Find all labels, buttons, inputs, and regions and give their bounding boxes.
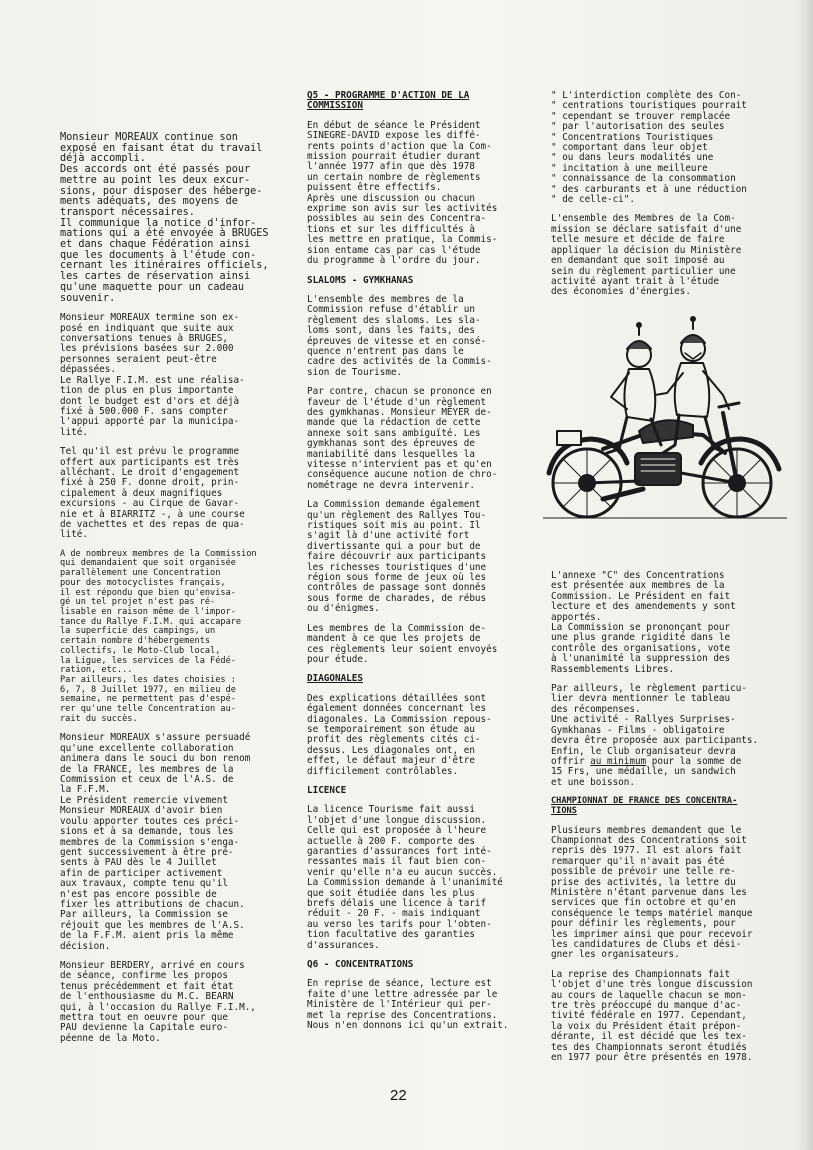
column-right-bottom [551,571,776,1072]
paragraph-reprise-championnats: La reprise des Championnats fait l'objet d'une très longue discussion au cours de laquelle chacun se mon- tre très préoccupé du manque d'ac- tivité fédérale en 1977. Cependant, la voix du Président était prépon- dérante, il est décidé que les tex- tes des Championnats seront étudiés en 1977 pour être présentés en 1978. [551,968,753,1064]
two-riders-motorcycle-icon [543,313,787,521]
paragraph-projets: Les membres de la Commission de- mandent à ce que les projets de ces règlements leur soient envoyés pour étude. [307,622,498,665]
paragraph-q5: En début de séance le Président SINEGRE-DAVID expose les diffé- rents points d'action que la Com- mission pourrait étudier durant l'année 1977 afin que dès 1978 un certain nombre de règlements puissent être effectifs. Après une discussion ou chacun exprime son avis sur les activités possibles au sein des Concentra- tions et sur les difficultés à les mettre en pratique, la Commis- sion entame cas par cas l'étude du programme à l'ordre du jour. [307,119,498,267]
heading-championnat: CHAMPIONNAT DE FRANCE DES CONCENTRA- TIONS [551,796,738,816]
text-au-minimum: au minimum [590,755,647,767]
paragraph-championnat: Plusieurs membres demandent que le Championnat des Concentrations soit repris dès 1977. Il est alors fait remarquer qu'il n'avait pas été possible de prévoir une telle re- prise des activités, la lettre du Ministère n'étant parvenue dans les services que fin octobre et qu'en conséquence le temps matériel manque pour définir les règlements, pour les imprimer ainsi que pour recevoir les candidatures de Clubs et dési- gner les organisateurs. [551,824,753,961]
column-left [60,133,287,1053]
paragraph-annexe-c: L'annexe "C" des Concentrations est présentée aux membres de la Commission. Le Président en fait lecture et des amendements y sont apportés. La Commission se prononçant pour une plus grande rigidité dans le contrôle des organisations, vote à l'unanimité la suppression des Rassemblements Libres. [551,570,736,675]
paragraph-gymkhanas: Par contre, chacun se prononce en faveur de l'étude d'un règlement des gymkhanas. Monsieur MEYER de- mande que la rédaction de cette annexe soit sans ambiguïté. Les gymkhanas sont des épreuves de maniabilité dans lesquelles la vitesse n'intervient pas et qu'en conséquence aucune notion de chro- nométrage ne devra intervenir. [307,386,498,491]
paragraph-q6: En reprise de séance, lecture est faite d'une lettre adressée par le Ministère de l'Intérieur qui per- met la reprise des Concentrations. Nous n'en donnons ici qu'un extrait. [307,978,509,1032]
paragraph-diagonales: Des explications détaillées sont également données concernant les diagonales. La Commission repous- se temporairement son étude au profit des règlements cités ci- dessus. Les diagonales ont, en effet, le défaut majeur d'être difficilement contrôlables. [307,692,492,777]
paragraph-berdery: Monsieur BERDERY, arrivé en cours de séance, confirme les propos tenus précédemment et fait état de l'enthousiasme du M.C. BEARN qui, à l'occasion du Rallye F.I.M., mettra tout en oeuvre pour que PAU devienne la Capitale euro- péenne de la Moto. [60,959,256,1044]
paragraph-reglement-particulier [551,684,776,788]
text-ailleurs-a: Par ailleurs, le règlement particu- lier devra mentionner le tableau des récompenses. Une activité - Rallyes Surprises- Gymkhanas - Films - obligatoire devra être proposée aux participants. Enfin, le Club organisateur devra offrir [551,683,759,767]
paragraph-licence: La licence Tourisme fait aussi l'objet d'une longue discussion. Celle qui est proposée à l'heure actuelle à 200 F. comporte des garanties d'assurances fort inté- ressantes mais il faut bien con- venir qu'elle n'a eu aucun succès. La Commission demande à l'unanimité que soit étudiée dans les plus brefs délais une licence à tarif réduit - 20 F. - mais indiquant au verso les tarifs pour l'obten- tion facultative des garanties d'assurances. [307,804,503,951]
page-number: 22 [390,1087,407,1104]
column-middle [307,91,533,1041]
paragraph-quote-ministere: " L'interdiction complète des Con- " centrations touristiques pourrait " cependant se trouver remplacée " par l'autorisation des seules " Concentrations Touristiques " comportant dans leur objet " ou dans leurs modalités une " incitation à une meilleure " connaissance de la consommation " des carburants et à une réduction " de celle-ci". [551,90,747,206]
column-right-top [551,91,776,307]
paragraph-rallyes: La Commission demande également qu'un règlement des Rallyes Tou- ristiques soit mis au point. Il s'agit là d'une activité fort divertissante qui a pour but de faire découvrir aux participants les richesses touristiques d'une région sous forme de jeux où les contrôles de passage sont donnés sous forme de charades, de rébus ou d'énigmes. [307,499,487,615]
heading-licence: LICENCE [307,784,347,796]
heading-q5: Q5 - PROGRAMME D'ACTION DE LA COMMISSION [307,90,470,112]
paragraph-moreaux-termine: Monsieur MOREAUX termine son ex- posé en indiquant que suite aux conversations tenues à BRUGES, les prévisions basées sur 2.000 personnes seraient peut-être dépassées. Le Rallye F.I.M. est une réalisa- tion de plus en plus importante dont le budget est d'ors et déjà fixé à 500.000 F. sans compter l'appui apporté par la municipa- lité. [60,312,245,438]
paragraph-slaloms: L'ensemble des membres de la Commission refuse d'établir un règlement des slaloms. Les sla- loms sont, dans les faits, des épreuves de vitesse et en consé- quence n'entrent pas dans le cadre des activités de la Commis- sion de Tourisme. [307,293,492,378]
paragraph-ensemble: L'ensemble des Membres de la Com- mission se déclare satisfait d'une telle mesure et décide de faire appliquer la décision du Ministère en demandant que soit imposé au sein du règlement particulier une activité ayant trait à l'étude des économies d'énergies. [551,213,742,298]
paragraph-concentration-parallele: A de nombreux membres de la Commission qui demandaient que soit organisée parallèlement une Concentration pour des motocyclistes français, il est répondu que bien qu'envisa- gé un tel projet n'est pas ré- lisable en raison même de l'impor- tance du Rallye F.I.M. qui accapare la superficie des campings, un certain nombre d'hébergements collectifs, le Moto-Club local, la Ligue, les services de la Fédé- ration, etc... Par ailleurs, les dates choisies : 6, 7, 8 Juillet 1977, en milieu de semaine, ne permettent pas d'espé- rer qu'une telle Concentration au- rait du succès. [60,548,257,724]
paragraph-moreaux-expose: Monsieur MOREAUX continue son exposé en faisant état du travail déjà accompli. Des accords ont été passés pour mettre au point les deux excur- sions, pour disposer des héberge- ments adéquats, des moyens de transport nécessaires. Il communique la notice d'infor- mations qui a été envoyée à BRUGES et dans chaque Fédération ainsi que les documents à l'étude con- cernant les itinéraires officiels, les cartes de réservation ainsi qu'une maquette pour un cadeau souvenir. [60,132,269,304]
page-fold-shadow [795,0,813,1150]
heading-diagonales: DIAGONALES [307,673,363,685]
text-ailleurs-b: pour la somme de 15 Frs, une médaille, un sandwich et une boisson. [551,755,742,788]
paragraph-programme: Tel qu'il est prévu le programme offert aux participants est très alléchant. Le droit d'engagement fixé à 250 F. donne droit, prin- cipalement à deux magnifiques excursions - au Cirque de Gavar- nie et à BIARRITZ -, à une course de vachettes et des repas de qua- lité. [60,446,245,541]
heading-slaloms: SLALOMS - GYMKHANAS [307,274,414,286]
heading-q6: Q6 - CONCENTRATIONS [307,959,414,971]
paragraph-collaboration: Monsieur MOREAUX s'assure persuadé qu'une excellente collaboration animera dans le souci du bon renom de la FRANCE, les membres de la Commission et ceux de l'A.S. de la F.F.M. Le Président remercie vivement Monsieur MOREAUX d'avoir bien voulu apporter toutes ces préci- sions et à sa demande, tous les membres de la Commission s'enga- gent successivement à être pré- sents à PAU dès le 4 Juillet afin de participer activement aux travaux, compte tenu qu'il n'est pas encore possible de fixer les attributions de chacun. Par ailleurs, la Commission se réjouit que les membres de l'A.S. de la F.F.M. aient pris la même décision. [60,732,251,952]
